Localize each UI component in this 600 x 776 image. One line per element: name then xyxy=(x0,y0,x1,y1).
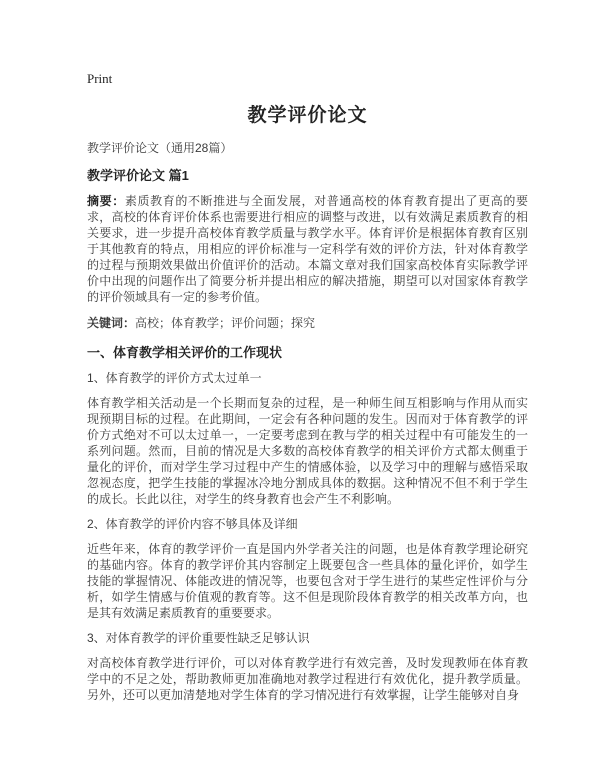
subsection-2-paragraph: 近些年来，体育的教学评价一直是国内外学者关注的问题，也是体育教学理论研究的基础内容。体育的教学评价其内容制定上既要包含一些具体的量化评价，如学生技能的掌握情况、体能改进的情况等，也要包含对于学生进行的某些定性评价与分析，如学生情感与价值观的教育等。这不但是现阶段体育教学的相关改革方向，也是其有效满足素质教育的重要要求。 xyxy=(87,542,528,620)
subsection-2-heading: 2、体育教学的评价内容不够具体及详细 xyxy=(87,517,298,531)
subsection-1-paragraph: 体育教学相关活动是一个长期而复杂的过程，是一种师生间互相影响与作用从而实现预期目标的过程。在此期间，一定会有各种问题的发生。因而对于体育教学的评价方式绝对不可以太过单一，一定要考虑到在教与学的相关过程中有可能发生的一系列问题。然而，目前的情况是大多数的高校体育教学的相关评价方式都太侧重于量化的评价，而对学生学习过程中产生的情感体验，以及学习中的理解与感悟采取忽视态度，把学生技能的掌握冰冷地分割成具体的数据。这种情况不但不利于学生的成长。长此以往，对学生的终身教育也会产生不利影响。 xyxy=(87,396,528,506)
subsection-1-heading: 1、体育教学的评价方式太过单一 xyxy=(87,371,262,385)
keywords-line xyxy=(87,315,528,331)
subsection-3-paragraph: 对高校体育教学进行评价，可以对体育教学进行有效完善，及时发现教师在体育教学中的不足之处，帮助教师更加准确地对教学过程进行有效优化，提升教学质量。另外，还可以更加清楚地对学生体育的学习情况进行有效掌握，让学生能够对自身 xyxy=(87,656,528,702)
subsection-3-heading: 3、对体育教学的评价重要性缺乏足够认识 xyxy=(87,631,310,645)
keywords-label: 关键词： xyxy=(87,316,136,330)
abstract-label: 摘要： xyxy=(87,194,125,208)
abstract-paragraph xyxy=(87,193,528,305)
abstract-text: 素质教育的不断推进与全面发展，对普通高校的体育教育提出了更高的要求，高校的体育评价体系也需要进行相应的调整与改进，以有效满足素质教育的相关要求，进一步提升高校体育教学质量与教学水平。体育评价是根据体育教育区别于其他教育的特点，用相应的评价标准与一定科学有效的评价方法，针对体育教学的过程与预期效果做出价值评价的活动。本篇文章对我们国家高校体育实际教学评价中出现的问题作出了简要分析并提出相应的解决措施，期望可以对国家体育教学的评价领域具有一定的参考价值。 xyxy=(87,194,528,304)
print-button[interactable]: Print xyxy=(87,71,113,86)
article-heading: 教学评价论文 篇1 xyxy=(87,168,189,183)
doc-subtitle: 教学评价论文（通用28篇） xyxy=(87,141,233,155)
page-title: 教学评价论文 xyxy=(247,105,368,126)
keywords-text: 高校；体育教学；评价问题；探究 xyxy=(135,316,316,330)
section-1-heading: 一、体育教学相关评价的工作现状 xyxy=(87,345,283,360)
